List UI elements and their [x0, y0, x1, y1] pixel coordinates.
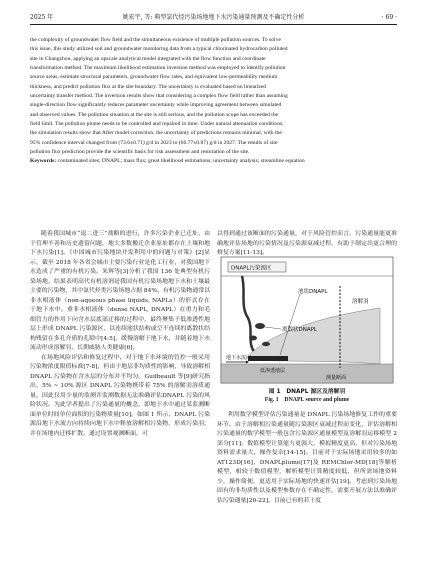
abstract-line: thickness, and predict pollution flux at the site boundary. The uncertainty is evaluated based on linearized [30, 83, 267, 90]
pool-label: 池状DNAPL [298, 289, 328, 295]
section-label: 测量断面 [326, 375, 347, 381]
abstract-line: this issue, this study utilized soil and groundwater monitoring data from a typical chlorinated hydrocarbon polluted [30, 46, 288, 53]
abstract-line: site in Changzhou, applying an upscale analytical model integrated with the flow function and coordinate [30, 55, 266, 62]
body-paragraph: 以得到通过该断面的污染通量，对于风险管控而言，污染通量能更准确地评估场地的污染情况及污染源衰减过程，有助于制定出更合理的修复方案[11-13]。 [217, 231, 397, 256]
figure-caption-cn: 图 1 DNAPL 源区及溶解羽 [268, 389, 346, 395]
low-perm-label: 低渗透地层 [260, 368, 286, 374]
residual-blob [249, 336, 257, 341]
abstract-line: pollution flux prediction provide the scientific basis for risk assessment and restoration of the site. [30, 149, 250, 156]
header-page-number: · 69 · [381, 14, 397, 21]
left-column [30, 230, 210, 439]
header-rule [30, 24, 397, 25]
abstract-line: source areas, estimate structural parameters, groundwater flow rates, and equivalent low-permeability medium [30, 74, 278, 81]
plume-label: 溶解羽 [352, 299, 369, 305]
dnapl-figure [220, 256, 394, 384]
keywords-label: Keywords: [30, 158, 57, 165]
keywords [30, 157, 397, 166]
abstract-line: transformation method. The maximum likelihood estimation inversion method was employed to identify pollution [30, 65, 286, 72]
abstract-line: single-direction flow significantly reduces parameter uncertainty while improving agreement between simulated [30, 102, 282, 109]
source-area-label: DNAPL污染源区 [231, 265, 272, 272]
body-paragraph: 随着我国城市“退二进三”战略的进行，许多污染企业已迁址，由于管理不善和历史遗留问题，地大多数搬迁企业原址都存在土壤和地下水污染[1]。《中国城市污染地块开发利用中的问题与对策》[2]显示，截至 2018 年各省会城市主要污染行业是化工行业，对我国地下水造成了严重的有机污染。朱辉等[3]分析了我国 136 处典型有机污染场地，结果表明高代有机溶剂是我国有机污染场地地下水和土壤最主要的污染物，其中氯代烃类污染场地占据 84%。有机污染物通常以非水相液体（non-aqueous phase liquids, NAPLs）的形式存在于地下水中。重非水相液体（dense NAPL, DNAPL）在重力和毛细管力的作用下向含水层底部迁移的过程中，最终聚集于低渗透性地层上形成 DNAPL 污染源区，以连续池状结构或呈不连续的离散状结构残留在多孔介质的孔隙中[4-5]，缓慢溶解于地下水，并随着地下水流动形成溶解羽，长期威胁人类健康[6]。 [30, 231, 210, 351]
abstract-line: uncertainty transfer method. The inversion results show that considering a complex flow field rather than assuming [30, 93, 288, 100]
abstract-line: 95% confidence interval changed from (73.6±0.71) g/d in 2023 to (66.77±0.87) g/d in 2027. The results of site [30, 139, 278, 146]
figure-caption-en: Fig. 1 DNAPL source and plume [264, 397, 350, 403]
keywords-text: contaminated sites; DNAPL; mass flux; great likelihood estimations; uncertainty analysis; streamline equation [56, 158, 305, 165]
abstract-line: and observed values. The pollution situation at the site is still serious, and the pollution scope has exceeded the [30, 111, 279, 118]
right-column-top [217, 230, 397, 259]
abstract-line: field limit. The pollution plume needs to be controlled and repaired in time. Under natural attenuation conditions, [30, 121, 284, 128]
body-paragraph: 在场地风险评估和修复过程中，对于地下水环境的管控一般采用污染物浓度限值标准[7-8]，但由于地层非均质性的影响，导致溶解相 DNAPL 污染物在含水层的分布并不均匀。Guilbeault 等[9]研究指出，5% ~ 10% 源区 DNAPL 污染物携带着 75% 的溶解羽溶质通量。因此仅用少量的监测井监测数据无法准确评估DNAPL 污染的风险状况。为此学者提出了污染通量的概念，即地下水中通过某监测断面单位时间单位面积的污染物质量[10]。如图 1 所示，DNAPL 污染源沿地下水流方向持续向地下水中释放溶解相污染物，形成污染羽，并在场地内迁移扩散。通过设置观测断面，可 [30, 354, 210, 437]
right-column-bottom [217, 411, 397, 506]
residual-blob [262, 342, 270, 346]
header-running-title: 姚宏宇, 等: 典型氯代烃污染场地地下水污染通量预测及不确定性分析 [122, 14, 305, 21]
pool-dnapl [248, 356, 288, 361]
flow-direction-label: 地下水流向 [226, 355, 252, 361]
header-year: 2025 年 [30, 14, 54, 21]
english-abstract [30, 36, 397, 167]
abstract-line: the complexity of groundwater flow field and the simultaneous existence of multiple pollution sources. To solve [30, 37, 281, 43]
low-permeability-layer [221, 364, 393, 383]
body-paragraph: 利用数学模型评估污染通量是 DNAPL 污染场地修复工作的重要环节。由于溶解相污染通量随污染源区衰减过程而变化，评估溶解相污染通量的数学模型一般包含污染源区通量模型及溶解羽运移模型 2 部分[11]。数值模型计算能力更强大，模拟精度更高，但对污染场地资料需求量大，操作复杂[14-15]。目前对于实际场地采用较多的如 AT123D[16]、DNAPLplume[17]及 REMChlor-MD[18]等解析模型，相较于数值模型，解析模型计算精度较低，但所需场地资料少，操作简便，更适用于实际场地的快速评估[19]。考虑到污染场地固有的非均质性以及模型参数存在不确定性，需要开展方法以准确评估污染通量[20-22]。目前已有的若干度 [217, 412, 397, 504]
residual-label: 离散状DNAPL [282, 327, 317, 333]
residual-blob [255, 323, 265, 329]
abstract-line: the simulation results show that After model correction, the uncertainty of predictions remains minimal, with the [30, 130, 282, 137]
